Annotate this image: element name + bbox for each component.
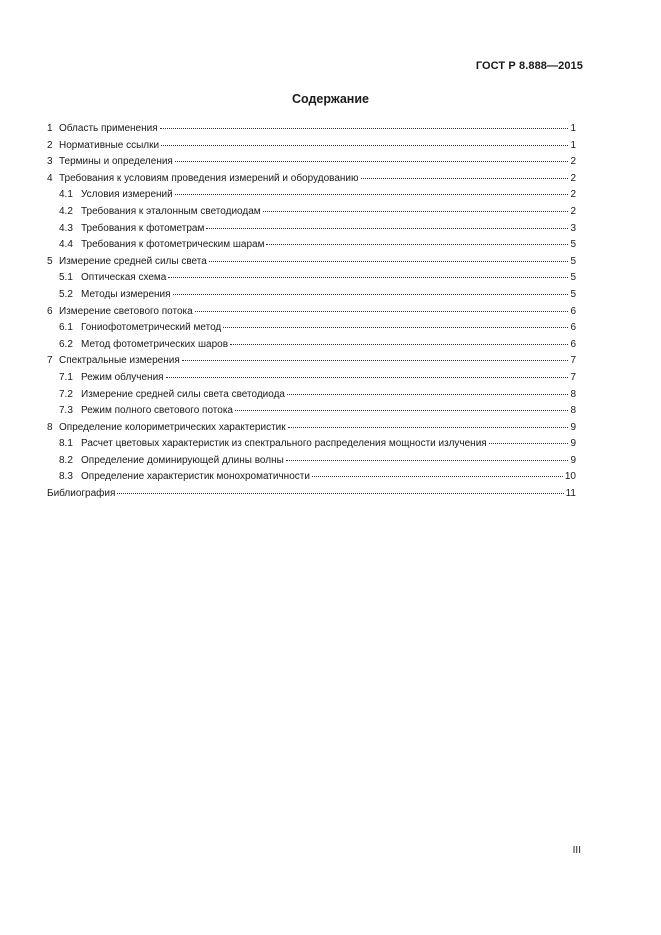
toc-entry-number: 8.1 <box>59 438 73 450</box>
dot-leader <box>175 151 569 162</box>
toc-entry-label: Измерение светового потока <box>59 305 193 317</box>
toc-entry-page: 5 <box>570 272 576 284</box>
toc-entry-label: Расчет цветовых характеристик из спектрального распределения мощности излучения <box>81 438 487 450</box>
toc-entry-number: 4.1 <box>59 189 73 201</box>
toc-entry-label: Режим облучения <box>81 371 164 383</box>
dot-leader <box>489 433 569 444</box>
toc-entry-number: 4.3 <box>59 222 73 234</box>
toc-entry-label: Требования к эталонным светодиодам <box>81 205 261 217</box>
toc-entry-number: 5 <box>47 255 53 267</box>
toc-entry-number: 8.2 <box>59 454 73 466</box>
toc-entry-page: 6 <box>570 338 576 350</box>
toc-entry-label: Область применения <box>59 123 158 134</box>
dot-leader <box>209 251 569 262</box>
toc-entry-number: 6 <box>47 305 53 317</box>
toc-entry-label: Определение колориметрических характеристик <box>59 421 286 433</box>
toc-entry-number: 8.3 <box>59 471 73 483</box>
toc-entry-label: Метод фотометрических шаров <box>81 338 229 350</box>
toc-entry-label: Термины и определения <box>59 156 173 168</box>
toc-entry-page: 9 <box>570 438 576 450</box>
page-number: III <box>572 845 581 856</box>
toc-entry-label: Измерение средней силы света <box>59 255 207 267</box>
dot-leader <box>235 400 568 411</box>
dot-leader <box>168 267 568 278</box>
dot-leader <box>312 466 563 477</box>
toc-entry-label: Определение доминирующей длины волны <box>81 454 284 466</box>
toc-entry-page: 10 <box>564 471 576 483</box>
dot-leader <box>182 350 569 361</box>
dot-leader <box>161 135 568 146</box>
dot-leader <box>287 384 568 395</box>
dot-leader <box>173 284 569 295</box>
toc-entry-page: 5 <box>570 288 576 300</box>
toc-entry-page: 2 <box>570 189 576 201</box>
toc-entry-label: Требования к условиям проведения измерений и оборудованию <box>59 172 359 184</box>
dot-leader <box>263 201 569 212</box>
dot-leader <box>206 218 568 229</box>
dot-leader <box>166 367 569 378</box>
toc-entry-number: 3 <box>47 156 53 168</box>
toc-entry-label: Оптическая схема <box>81 272 167 284</box>
page-title: Содержание <box>291 92 369 106</box>
toc-entry-label: Определение характеристик монохроматичности <box>81 471 310 483</box>
toc-entry-number: 4.4 <box>59 239 73 251</box>
dot-leader <box>117 483 563 494</box>
toc-entry-label: Нормативные ссылки <box>59 139 160 151</box>
toc-entry-page: 8 <box>570 388 576 400</box>
toc-entry-page: 7 <box>570 355 576 367</box>
toc-entry-page: 1 <box>570 123 576 134</box>
toc-entry[interactable] <box>47 485 576 502</box>
toc-entry-number: 8 <box>47 421 53 433</box>
toc-entry-number: 7.2 <box>59 388 73 400</box>
toc-entry-page: 2 <box>570 172 576 184</box>
toc-entry-number: 2 <box>47 139 53 151</box>
toc-entry-number: 7 <box>47 355 53 367</box>
toc-entry-page: 6 <box>570 305 576 317</box>
dot-leader <box>286 450 569 461</box>
toc-entry-page: 5 <box>570 239 576 251</box>
dot-leader <box>361 168 569 179</box>
toc-entry-page: 2 <box>570 205 576 217</box>
toc-entry-label: Спектральные измерения <box>59 355 180 367</box>
toc-entry-page: 5 <box>570 255 576 267</box>
dot-leader <box>160 118 569 129</box>
toc-entry-page: 3 <box>570 222 576 234</box>
toc-entry-number: 5.1 <box>59 272 73 284</box>
dot-leader <box>223 317 568 328</box>
toc-entry-page: 1 <box>570 139 576 151</box>
toc-entry-number: 6.2 <box>59 338 73 350</box>
dot-leader <box>230 334 568 345</box>
toc-entry-label: Измерение средней силы света светодиода <box>81 388 285 400</box>
toc-entry-number: 6.1 <box>59 322 73 334</box>
toc-entry-number: 7.1 <box>59 371 73 383</box>
toc-entry-page: 9 <box>570 454 576 466</box>
toc-entry-number: 4.2 <box>59 205 73 217</box>
toc-entry-page: 8 <box>570 405 576 417</box>
toc-entry-label: Режим полного светового потока <box>81 405 233 417</box>
document-code: ГОСТ Р 8.888—2015 <box>475 60 583 72</box>
table-of-contents <box>47 120 576 502</box>
toc-entry-number: 7.3 <box>59 405 73 417</box>
toc-entry-page: 11 <box>565 488 576 500</box>
toc-entry-label: Гониофотометрический метод <box>81 322 222 334</box>
toc-entry-number: 4 <box>47 172 53 184</box>
toc-entry-label: Требования к фотометрам <box>81 222 205 234</box>
toc-entry-number: 1 <box>47 123 53 134</box>
dot-leader <box>266 234 568 245</box>
toc-entry-label: Библиография <box>47 488 116 500</box>
toc-entry-number: 5.2 <box>59 288 73 300</box>
toc-entry-page: 6 <box>570 322 576 334</box>
toc-entry-label: Условия измерений <box>81 189 173 201</box>
toc-entry-label: Требования к фотометрическим шарам <box>81 239 265 251</box>
dot-leader <box>195 301 569 312</box>
dot-leader <box>175 184 569 195</box>
toc-entry-page: 7 <box>570 371 576 383</box>
toc-entry-page: 2 <box>570 156 576 168</box>
dot-leader <box>288 417 569 428</box>
toc-entry-page: 9 <box>570 421 576 433</box>
toc-entry-label: Методы измерения <box>81 288 171 300</box>
